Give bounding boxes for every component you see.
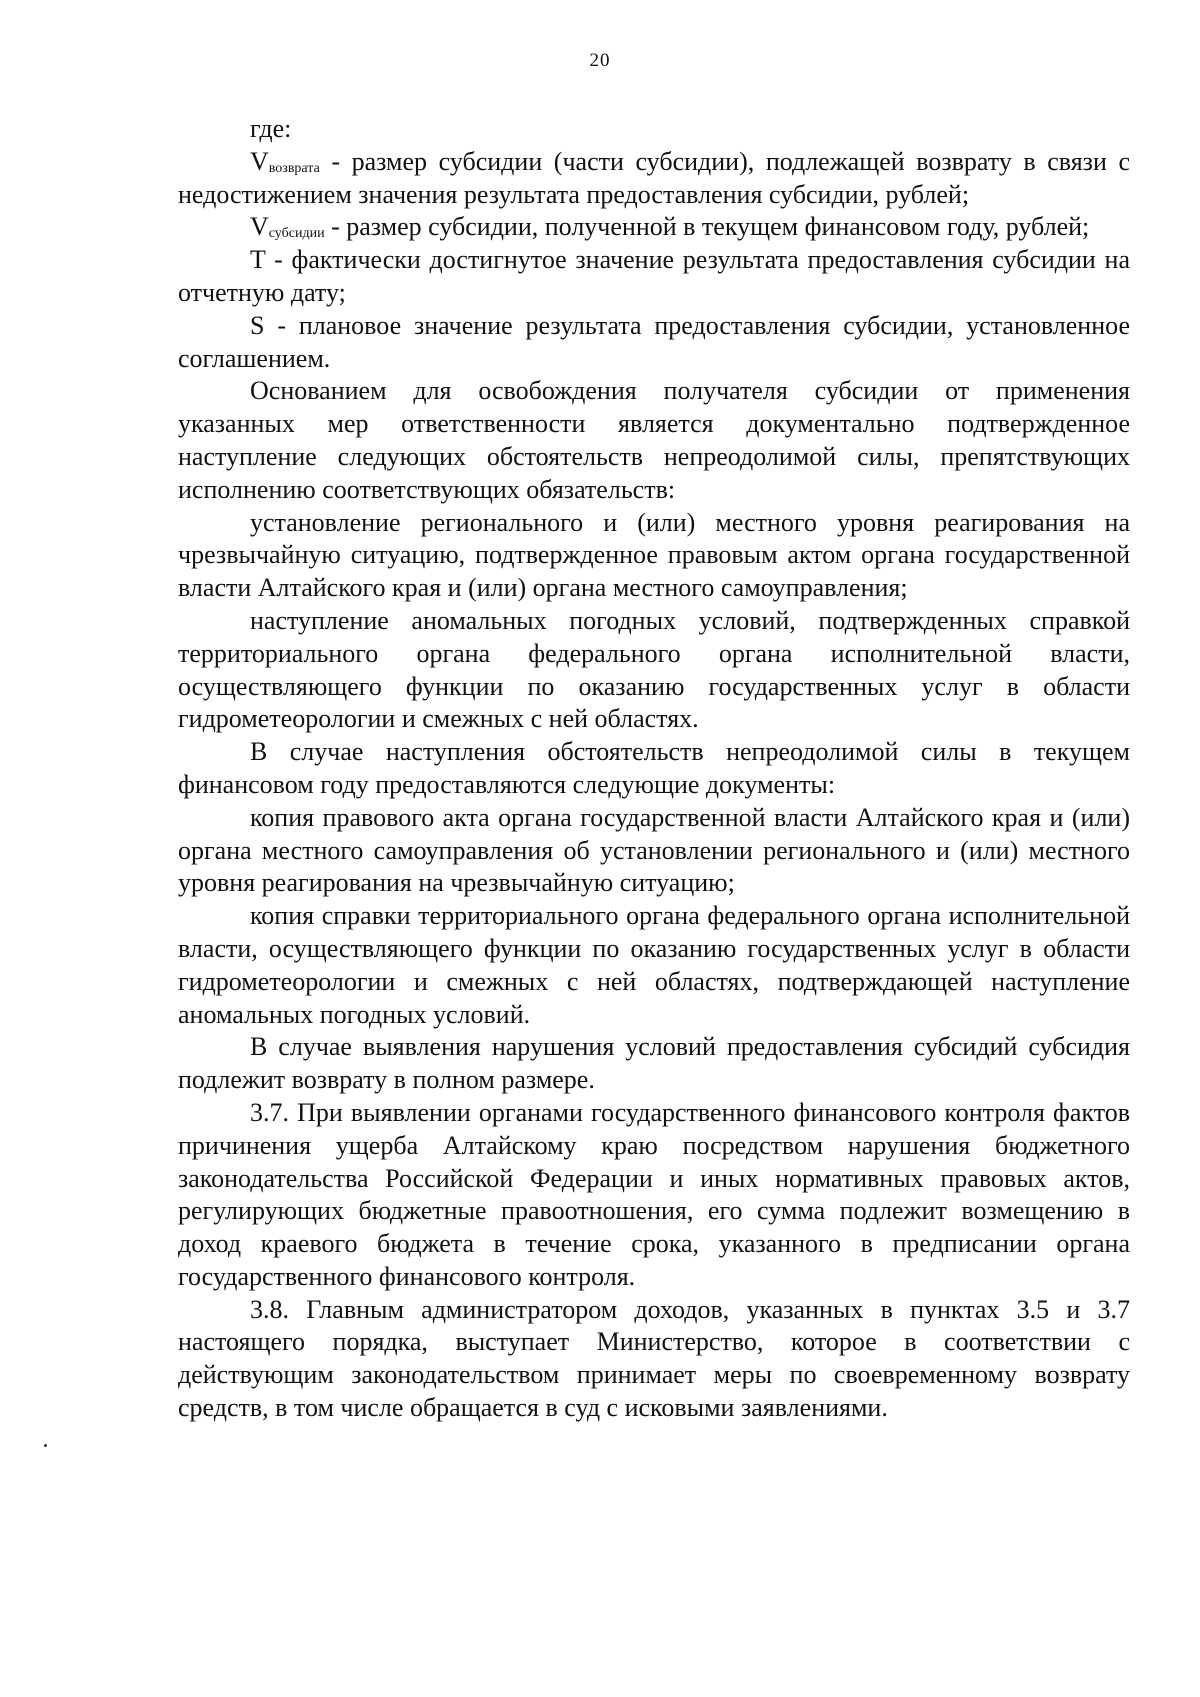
- paragraph-section-3-8: 3.8. Главным администратором доходов, указанных в пунктах 3.5 и 3.7 настоящего порядка, выступает Министерство, которое в соответствии с действующим законодательством принимает меры по своевременному возврату средств, в том числе обращается в суд с исковыми заявлениями.: [178, 1294, 1130, 1423]
- paragraph-where: где:: [250, 114, 292, 143]
- page-number: 20: [589, 50, 611, 71]
- variable-definition: - размер субсидии, полученной в текущем финансовом году, рублей;: [324, 212, 1090, 242]
- paragraph-violation-refund: В случае выявления нарушения условий предоставления субсидий субсидия подлежит возврату в полном размере.: [178, 1032, 1130, 1095]
- paragraph-emergency-response: установление регионального и (или) местного уровня реагирования на чрезвычайную ситуацию, подтвержденное правовым актом органа государственной власти Алтайского края и (или) органа местного самоуправления;: [178, 507, 1130, 603]
- variable-subscript: возврата: [268, 160, 320, 176]
- variable-definition: - размер субсидии (части субсидии), подлежащей возврату в связи с недостижением значения результата предоставления субсидии, рублей;: [178, 146, 1130, 209]
- paragraph-force-majeure-basis: Основанием для освобождения получателя субсидии от применения указанных мер ответственности является документально подтвержденное наступление следующих обстоятельств непреодолимой силы, препятствующих исполнению соответствующих обязательств:: [178, 376, 1130, 504]
- paragraph-v-vozvrata: [178, 146, 1130, 212]
- variable-subscript: субсидии: [268, 226, 325, 242]
- paragraph-t-definition: T - фактически достигнутое значение результата предоставления субсидии на отчетную дату;: [178, 245, 1130, 307]
- paragraph-s-definition: S - плановое значение результата предоставления субсидии, установленное соглашением.: [178, 310, 1130, 373]
- paragraph-legal-act-copy: копия правового акта органа государственной власти Алтайского края и (или) органа местного самоуправления об установлении регионального и (или) местного уровня реагирования на чрезвычайную ситуацию;: [178, 802, 1130, 898]
- paragraph-documents-provided: В случае наступления обстоятельств непреодолимой силы в текущем финансовом году предоставляются следующие документы:: [178, 737, 1130, 799]
- paragraph-weather-conditions: наступление аномальных погодных условий, подтвержденных справкой территориального органа федерального органа исполнительной власти, осуществляющего функции по оказанию государственных услуг в области гидрометеорологии и смежных с ней областях.: [178, 605, 1130, 734]
- paragraph-certificate-copy: копия справки территориального органа федерального органа исполнительной власти, осуществляющего функции по оказанию государственных услуг в области гидрометеорологии и смежных с ней областях, подтверждающей наступление аномальных погодных условий.: [178, 901, 1130, 1029]
- variable-symbol: V: [250, 212, 269, 242]
- paragraph-v-subsidii: [178, 211, 1130, 244]
- scan-speck: [44, 1444, 47, 1447]
- paragraph-section-3-7: 3.7. При выявлении органами государственного финансового контроля фактов причинения ущерба Алтайскому краю посредством нарушения бюджетного законодательства Российской Федерации и иных нормативных правовых актов, регулирующих бюджетные правоотношения, его сумма подлежит возмещению в доход краевого бюджета в течение срока, указанного в предписании органа государственного финансового контроля.: [178, 1097, 1130, 1291]
- document-body: [178, 113, 1130, 1425]
- variable-symbol: V: [250, 146, 269, 176]
